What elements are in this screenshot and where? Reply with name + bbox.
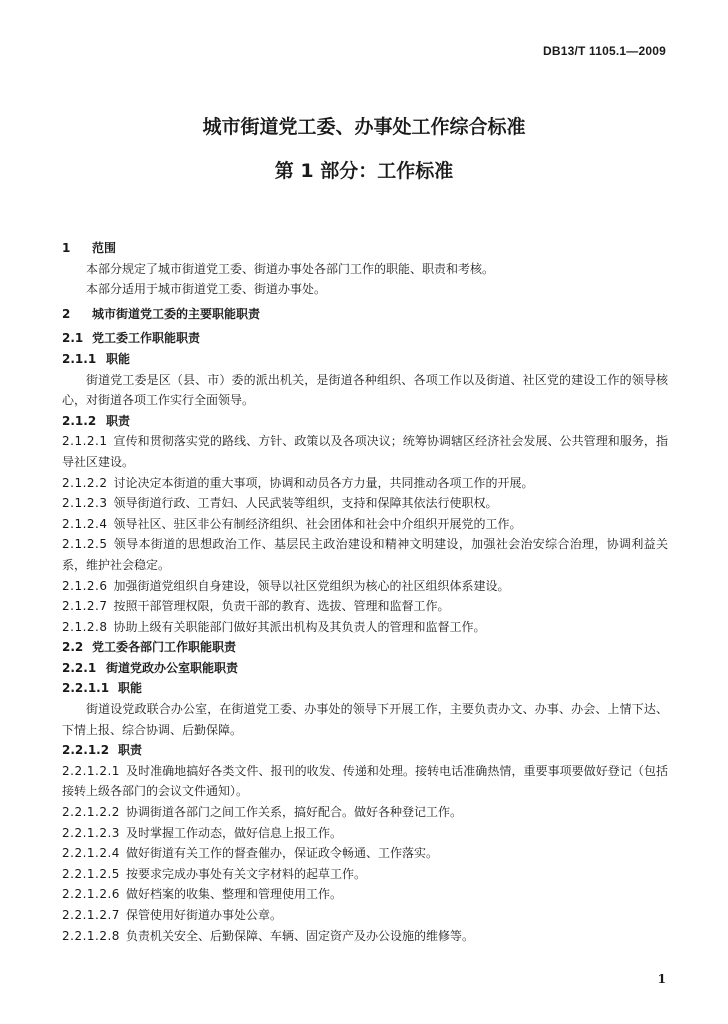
item-text: 负责机关安全、后勤保障、车辆、固定资产及办公设施的维修等。 (125, 928, 474, 943)
item-number: 2.1.2.8 (62, 619, 108, 634)
list-item (62, 926, 668, 947)
item-text: 领导街道行政、工青妇、人民武装等组织，支持和保障其依法行使职权。 (113, 496, 498, 511)
item-text: 及时准确地搞好各类文件、报刊的收发、传递和处理。接转电话准确热情，重要事项要做好登记（包括接转上级各部门的会议文件通知）。 (62, 763, 668, 799)
list-item (62, 576, 668, 597)
item-number: 2.2.1.2.2 (62, 805, 120, 820)
list-item (62, 493, 668, 514)
section-number: 2.1.1 (62, 351, 97, 366)
section-heading (62, 328, 668, 349)
item-text: 加强街道党组织自身建设，领导以社区党组织为核心的社区组织体系建设。 (113, 578, 510, 593)
item-text: 保管使用好街道办事处公章。 (125, 908, 282, 922)
list-item (62, 473, 668, 494)
item-number: 2.2.1.2.6 (62, 887, 120, 902)
section-title: 党工委工作职能职责 (92, 331, 201, 346)
list-item (62, 905, 668, 926)
paragraph: 本部分规定了城市街道党工委、街道办事处各部门工作的职能、职责和考核。 (86, 261, 495, 276)
section-title: 街道党政办公室职能职责 (106, 660, 239, 675)
item-text: 讨论决定本街道的重大事项，协调和动员各方力量，共同推动各项工作的开展。 (113, 475, 534, 490)
list-item (62, 431, 668, 472)
item-number: 2.2.1.2.1 (62, 763, 120, 778)
list-item (62, 514, 668, 535)
item-number: 2.1.2.1 (62, 434, 108, 449)
item-number: 2.2.1.2.8 (62, 928, 120, 943)
item-text: 做好档案的收集、整理和管理使用工作。 (125, 887, 342, 902)
duty-list (62, 761, 668, 946)
list-item (62, 761, 668, 802)
section-heading (62, 238, 668, 259)
list-item (62, 802, 668, 823)
section-title: 职能 (106, 351, 131, 366)
list-item (62, 617, 668, 638)
paragraph: 街道设党政联合办公室，在街道党工委、办事处的领导下开展工作，主要负责办文、办事、办会、上情下达、下情上报、综合协调、后勤保障。 (62, 702, 668, 737)
item-text: 领导社区、驻区非公有制经济组织、社会团体和社会中介组织开展党的工作。 (113, 516, 522, 531)
section-number: 2.2.1.1 (62, 681, 110, 696)
list-item (62, 596, 668, 617)
section-number: 2.1.2 (62, 413, 97, 428)
section-heading (62, 304, 668, 325)
document-subtitle: 第 1 部分：工作标准 (274, 160, 454, 182)
section-heading (62, 637, 668, 658)
item-number: 2.1.2.5 (62, 537, 108, 552)
section-title: 范围 (92, 241, 117, 255)
item-text: 按照干部管理权限，负责干部的教育、选拔、管理和监督工作。 (113, 599, 450, 614)
item-text: 按要求完成办事处有关文字材料的起草工作。 (125, 866, 366, 881)
item-number: 2.1.2.4 (62, 516, 108, 531)
section-heading (62, 349, 668, 370)
section-heading (62, 678, 668, 699)
document-title: 城市街道党工委、办事处工作综合标准 (202, 116, 526, 138)
item-text: 及时掌握工作动态，做好信息上报工作。 (125, 825, 342, 840)
item-number: 2.2.1.2.3 (62, 825, 120, 840)
list-item (62, 843, 668, 864)
item-text: 协调街道各部门之间工作关系，搞好配合。做好各种登记工作。 (125, 805, 462, 820)
section-heading (62, 740, 668, 761)
title-block (0, 112, 728, 186)
section-number: 2.1 (62, 331, 84, 346)
paragraph: 街道党工委是区（县、市）委的派出机关，是街道各种组织、各项工作以及街道、社区党的建设工作的领导核心，对街道各项工作实行全面领导。 (62, 372, 668, 408)
section-title: 职责 (118, 743, 143, 758)
item-text: 协助上级有关职能部门做好其派出机构及其负责人的管理和监督工作。 (113, 619, 486, 634)
section-number: 1 (62, 241, 71, 255)
item-number: 2.1.2.3 (62, 496, 108, 511)
item-number: 2.2.1.2.4 (62, 846, 120, 861)
paragraph: 本部分适用于城市街道党工委、街道办事处。 (86, 282, 327, 297)
item-text: 宣传和贯彻落实党的路线、方针、政策以及各项决议；统筹协调辖区经济社会发展、公共管理和服务，指导社区建设。 (62, 434, 668, 469)
section-title: 城市街道党工委的主要职能职责 (92, 306, 261, 321)
section-number: 2.2 (62, 640, 84, 655)
list-item (62, 884, 668, 905)
item-text: 领导本街道的思想政治工作、基层民主政治建设和精神文明建设，加强社会治安综合治理，协调利益关系，维护社会稳定。 (62, 537, 668, 572)
item-number: 2.1.2.6 (62, 578, 108, 593)
item-number: 2.1.2.7 (62, 599, 108, 614)
list-item (62, 534, 668, 575)
list-item (62, 823, 668, 844)
section-heading (62, 658, 668, 679)
item-text: 做好街道有关工作的督查催办，保证政令畅通、工作落实。 (125, 846, 438, 861)
item-number: 2.2.1.2.5 (62, 866, 120, 881)
item-number: 2.1.2.2 (62, 475, 108, 490)
section-number: 2.2.1 (62, 660, 97, 675)
section-heading (62, 411, 668, 432)
duty-list (62, 431, 668, 637)
section-title: 职能 (118, 681, 143, 696)
section-title: 职责 (106, 413, 131, 428)
section-number: 2.2.1.2 (62, 743, 110, 758)
section-number: 2 (62, 306, 71, 321)
section-title: 党工委各部门工作职能职责 (92, 640, 237, 655)
list-item (62, 864, 668, 885)
item-number: 2.2.1.2.7 (62, 908, 120, 922)
page-number: 1 (657, 972, 666, 986)
document-body (62, 238, 668, 946)
standard-code: DB13/T 1105.1—2009 (542, 44, 666, 58)
